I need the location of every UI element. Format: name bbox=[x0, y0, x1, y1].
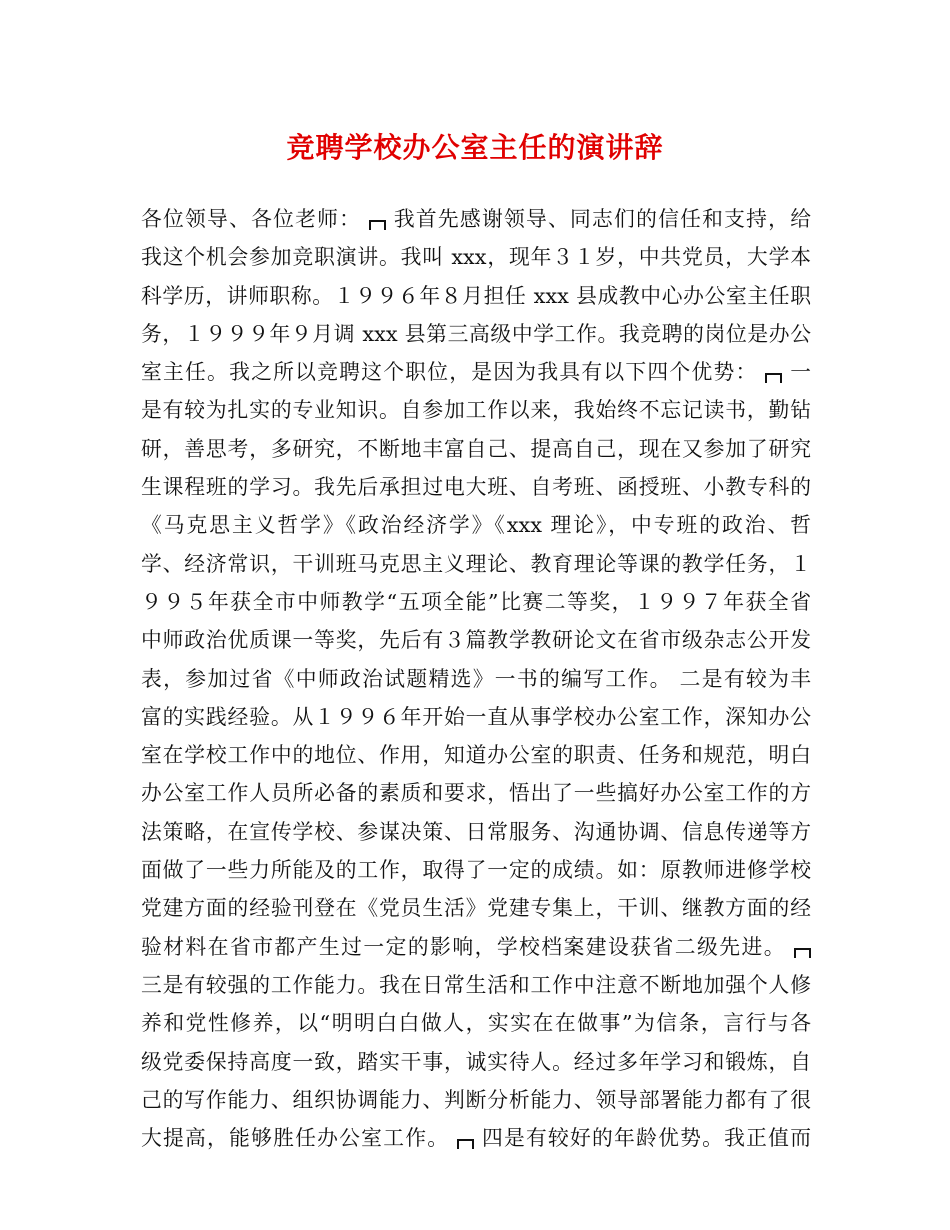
text-segment: 《马克思主义哲学》《政治经济学》《xxx 理论》，中专班的政治、哲 bbox=[141, 513, 811, 538]
text-line bbox=[141, 277, 811, 315]
text-segment: 表，参加过省《中师政治试题精选》一书的编写工作。 二是有较为丰 bbox=[141, 666, 811, 691]
text-segment: 四是有较好的年龄优势。我正值而 bbox=[474, 1126, 812, 1151]
text-segment: 室主任。我之所以竞聘这个职位，是因为我具有以下四个优势： bbox=[141, 360, 758, 385]
text-segment: 养和党性修养，以“明明白白做人，实实在在做事”为信条，言行与各 bbox=[141, 1011, 811, 1036]
text-segment: 大提高，能够胜任办公室工作。 bbox=[141, 1126, 450, 1151]
text-line bbox=[141, 353, 811, 391]
text-segment: 我首先感谢领导、同志们的信任和支持，给 bbox=[386, 207, 811, 231]
text-line bbox=[141, 621, 811, 659]
text-line bbox=[141, 238, 811, 276]
paragraph-mark-icon bbox=[369, 220, 386, 230]
text-line bbox=[141, 660, 811, 698]
text-segment: 务，１９９９年９月调 xxx 县第三高级中学工作。我竞聘的岗位是办公 bbox=[141, 321, 811, 346]
text-line bbox=[141, 889, 811, 927]
text-line bbox=[141, 1004, 811, 1042]
text-segment: ９９５年获全市中师教学“五项全能”比赛二等奖，１９９７年获全省 bbox=[141, 589, 811, 614]
text-line bbox=[141, 1119, 811, 1157]
text-line bbox=[141, 736, 811, 774]
text-line bbox=[141, 928, 811, 966]
document-title: 竞聘学校办公室主任的演讲辞 bbox=[286, 131, 664, 164]
text-line bbox=[141, 391, 811, 429]
text-segment: 研，善思考，多研究，不断地丰富自己、提高自己，现在又参加了研究 bbox=[141, 436, 811, 461]
text-segment: 己的写作能力、组织协调能力、判断分析能力、领导部署能力都有了很 bbox=[141, 1087, 811, 1112]
text-line bbox=[141, 200, 811, 238]
text-line bbox=[141, 1043, 811, 1081]
text-segment: 室在学校工作中的地位、作用，知道办公室的职责、任务和规范，明白 bbox=[141, 743, 811, 768]
text-line bbox=[141, 1081, 811, 1119]
text-line bbox=[141, 583, 811, 621]
text-line bbox=[141, 851, 811, 889]
text-segment: 法策略，在宣传学校、参谋决策、日常服务、沟通协调、信息传递等方 bbox=[141, 819, 811, 844]
text-segment: 富的实践经验。从１９９６年开始一直从事学校办公室工作，深知办公 bbox=[141, 704, 811, 729]
text-segment: 学、经济常识，干训班马克思主义理论、教育理论等课的教学任务，１ bbox=[141, 551, 811, 576]
text-segment: 党建方面的经验刊登在《党员生活》党建专集上，干训、继教方面的经 bbox=[141, 896, 811, 921]
text-segment: 我这个机会参加竞职演讲。我叫 xxx，现年３１岁，中共党员，大学本 bbox=[141, 245, 811, 270]
paragraph-mark-icon bbox=[457, 1139, 474, 1149]
text-segment: 中师政治优质课一等奖，先后有３篇教学教研论文在省市级杂志公开发 bbox=[141, 628, 811, 653]
text-line bbox=[141, 774, 811, 812]
text-line bbox=[141, 698, 811, 736]
text-segment: 办公室工作人员所必备的素质和要求，悟出了一些搞好办公室工作的方 bbox=[141, 781, 811, 806]
text-segment: 是有较为扎实的专业知识。自参加工作以来，我始终不忘记读书，勤钻 bbox=[141, 398, 811, 423]
paragraph-mark-icon bbox=[794, 948, 811, 958]
text-segment: 一 bbox=[782, 360, 811, 385]
text-segment: 三是有较强的工作能力。我在日常生活和工作中注意不断地加强个人修 bbox=[141, 972, 811, 997]
text-segment: 科学历，讲师职称。１９９６年８月担任 xxx 县成教中心办公室主任职 bbox=[141, 283, 811, 308]
text-line bbox=[141, 506, 811, 544]
text-line bbox=[141, 315, 811, 353]
text-line bbox=[141, 813, 811, 851]
document-body bbox=[141, 200, 811, 1157]
text-segment: 验材料在省市都产生过一定的影响，学校档案建设获省二级先进。 bbox=[141, 934, 786, 959]
text-segment: 生课程班的学习。我先后承担过电大班、自考班、函授班、小教专科的 bbox=[141, 475, 811, 500]
text-line bbox=[141, 966, 811, 1004]
text-segment: 各位领导、各位老师： bbox=[141, 207, 362, 231]
text-line bbox=[141, 430, 811, 468]
text-segment: 级党委保持高度一致，踏实干事，诚实待人。经过多年学习和锻炼，自 bbox=[141, 1049, 811, 1074]
text-line bbox=[141, 468, 811, 506]
text-line bbox=[141, 545, 811, 583]
text-segment: 面做了一些力所能及的工作，取得了一定的成绩。如：原教师进修学校 bbox=[141, 858, 811, 883]
paragraph-mark-icon bbox=[765, 373, 782, 383]
